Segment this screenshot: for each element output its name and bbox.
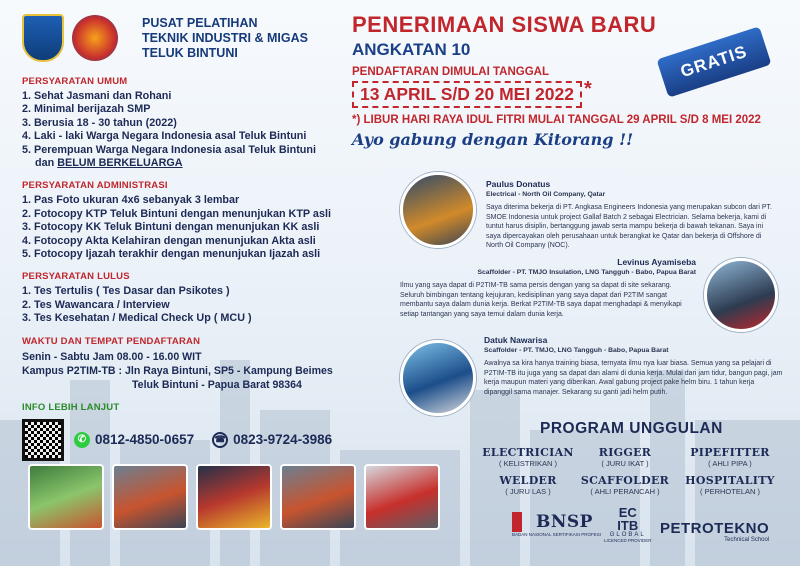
- testimonial-text: Saya diterima bekerja di PT. Angkasa Engineers Indonesia yang merupakan subcon dari PT. SMOE Indonesia untuk project Gallaf Batch 2 sebagai Electrician. Selama bekerja, kami di tuntut harus disiplin, bertanggung jawab serta mampu bekerja di bawah tekanan. Saya ini saya dipercayakan oleh perusahaan untuk berangkat ke Qatar dan bekerja di Offshore di North Oil Company (NOC).: [486, 204, 773, 249]
- registration-label: PENDAFTARAN DIMULAI TANGGAL: [352, 66, 549, 78]
- section-waktu: [22, 336, 362, 392]
- ecitb-logo: [604, 506, 652, 543]
- slogan: Ayo gabung dengan Kitorang !!: [352, 130, 634, 149]
- testimonial-role: Scaffolder - PT. TMJO Insulation, LNG Tangguh - Babo, Papua Barat: [477, 268, 696, 276]
- list-item: 2. Minimal berijazah SMP: [22, 103, 151, 116]
- program-sub: ( JURU LAS ): [505, 487, 551, 496]
- testimonial-name: Datuk Nawarisa: [484, 335, 548, 345]
- phone-contact[interactable]: [212, 432, 332, 448]
- list-item: 4. Fotocopy Akta Kelahiran dengan menunjukan Akta asli: [22, 234, 316, 247]
- section-lulus: [22, 271, 362, 325]
- petrotekno-text: PETROTEKNO: [660, 520, 770, 537]
- section-info: [22, 402, 362, 461]
- list-item: 3. Berusia 18 - 30 tahun (2022): [22, 116, 177, 129]
- batch-title: ANGKATAN 10: [352, 40, 471, 59]
- right-column: [352, 12, 792, 149]
- list-item: 4. Laki - laki Warga Negara Indonesia asal Teluk Bintuni: [22, 130, 307, 143]
- testimonial-name: Paulus Donatus: [486, 179, 551, 189]
- testimonial-role: Scaffolder - PT. TMJO, LNG Tangguh - Babo, Papua Barat: [484, 346, 669, 354]
- list-item-underlined: BELUM BERKELUARGA: [57, 157, 183, 170]
- worker-photo: [28, 464, 104, 530]
- org-line-2: TEKNIK INDUSTRI & MIGAS: [142, 30, 308, 45]
- address-line-1: Kampus P2TIM-TB : Jln Raya Bintuni, SP5 - Kampung Beimes: [22, 364, 333, 377]
- worker-photo: [196, 464, 272, 530]
- left-column: [22, 14, 362, 461]
- registration-dates: 13 APRIL S/D 20 MEI 2022: [352, 81, 582, 108]
- list-item: 2. Fotocopy KTP Teluk Bintuni dengan menunjukan KTP asli: [22, 207, 331, 220]
- program-item: [478, 474, 578, 496]
- list-item: [22, 157, 362, 170]
- phone-icon: ☎: [212, 432, 228, 448]
- free-badge: GRATIS: [656, 26, 771, 97]
- list-item: 5. Perempuan Warga Negara Indonesia asal Teluk Bintuni: [22, 143, 316, 156]
- testimonial-photo: [400, 172, 476, 248]
- bnsp-sub: BADAN NASIONAL SERTIFIKASI PROFESI: [512, 532, 602, 537]
- ec-text: EC: [618, 505, 637, 520]
- program-title: PROGRAM UNGGULAN: [540, 420, 723, 437]
- program-item: [680, 474, 780, 496]
- testimonial-text: Ilmu yang saya dapat di P2TIM-TB sama persis dengan yang sa dapat di site sekarang. Seluruh bimbingan tentang kejujuran, kedisiplinan yang saya dapat dari P2TIM sangat membantu saya dalam dunia kerja. Berkat P2TIM-TB saya dapat menghadapi & menyikapi setiap tantangan yang saya temui dalam dunia kerja.: [400, 282, 682, 318]
- testimonial-photo: [400, 340, 476, 416]
- worker-photo: [280, 464, 356, 530]
- testimonial-name: Levinus Ayamiseba: [617, 257, 696, 267]
- program-item: [570, 474, 680, 496]
- logo-row: [22, 14, 362, 62]
- address-line-2: Teluk Bintuni - Papua Barat 98364: [132, 378, 302, 391]
- program-name: HOSPITALITY: [685, 474, 775, 487]
- program-sub: ( KELISTRIKAN ): [499, 459, 557, 468]
- regency-logo-icon: [22, 14, 64, 62]
- list-item: 5. Fotocopy Ijazah terakhir dengan menunjukan Ijazah asli: [22, 248, 321, 261]
- whatsapp-icon: ✆: [74, 432, 90, 448]
- section-umum: [22, 76, 362, 170]
- qr-code-icon[interactable]: [22, 419, 64, 461]
- asterisk: *: [584, 78, 592, 100]
- program-name: SCAFFOLDER: [580, 474, 670, 487]
- phone-number: 0823-9724-3986: [233, 432, 333, 448]
- section-info-title: INFO LEBIH LANJUT: [22, 401, 120, 413]
- testimonial-text: Awalnya sa kira hanya training biasa, ternyata ilmu nya luar biasa. Semua yang sa pelajari di P2TIM-TB itu juga yang sa dapat dan alami di dunia kerja. Mulai dari jam tidur, bangun pagi, jam kerja maupun materi yang diberikan. Awal gabung project pake helm biru. 1 tahun kerja dipanggil sama manajer. Sekarang su ganti jadi helm putih.: [484, 360, 783, 396]
- program-name: RIGGER: [598, 446, 652, 459]
- whatsapp-contact[interactable]: [74, 432, 194, 448]
- testimonial-2: [400, 258, 696, 319]
- holiday-note: *) LIBUR HARI RAYA IDUL FITRI MULAI TANGGAL 29 APRIL S/D 8 MEI 2022: [352, 114, 761, 126]
- program-sub: ( AHLI PERANCAH ): [590, 487, 660, 496]
- section-lulus-title: PERSYARATAN LULUS: [22, 271, 130, 283]
- program-item: [680, 446, 780, 468]
- program-sub: ( AHLI PIPA ): [708, 459, 752, 468]
- list-item: 2. Tes Wawancara / Interview: [22, 298, 170, 311]
- section-admin: [22, 180, 362, 261]
- testimonial-photo: [704, 258, 778, 332]
- p2tim-logo-icon: [72, 15, 118, 61]
- program-sub: ( JURU IKAT ): [601, 459, 649, 468]
- whatsapp-number: 0812-4850-0657: [95, 432, 195, 448]
- list-item: 1. Pas Foto ukuran 4x6 sebanyak 3 lembar: [22, 194, 240, 207]
- program-item: [580, 446, 670, 468]
- date-row: [352, 78, 792, 108]
- global-text: GLOBAL: [609, 532, 646, 538]
- list-item: 1. Sehat Jasmani dan Rohani: [22, 90, 172, 102]
- testimonial-1: [486, 180, 776, 251]
- list-item: 3. Fotocopy KK Teluk Bintuni dengan menunjukan KK asli: [22, 221, 320, 234]
- section-waktu-title: WAKTU DAN TEMPAT PENDAFTARAN: [22, 335, 201, 347]
- worker-photo: [112, 464, 188, 530]
- org-line-1: PUSAT PELATIHAN: [142, 15, 258, 30]
- list-item: 3. Tes Kesehatan / Medical Check Up ( MCU ): [22, 312, 252, 325]
- section-umum-title: PERSYARATAN UMUM: [22, 76, 128, 87]
- licenced-text: LICENCED PROVIDER: [604, 538, 652, 543]
- org-name: [142, 16, 308, 61]
- contact-row: [22, 419, 362, 461]
- section-admin-title: PERSYARATAN ADMINISTRASI: [22, 180, 168, 192]
- program-name: WELDER: [499, 474, 557, 487]
- petrotekno-logo: [660, 520, 769, 543]
- list-item: 1. Tes Tertulis ( Tes Dasar dan Psikotes ): [22, 285, 230, 298]
- org-line-3: TELUK BINTUNI: [142, 45, 238, 60]
- program-name: PIPEFITTER: [690, 446, 770, 459]
- bnsp-text: BNSP: [512, 512, 601, 532]
- testimonial-3: [484, 336, 784, 397]
- worker-photo: [364, 464, 440, 530]
- petrotekno-sub: Technical School: [724, 537, 770, 543]
- testimonial-role: Electrical - North Oil Company, Qatar: [486, 190, 606, 198]
- program-name: ELECTRICIAN: [482, 446, 574, 459]
- program-sub: ( PERHOTELAN ): [699, 487, 760, 496]
- itb-text: ITB: [617, 518, 639, 533]
- list-item-cont: dan: [35, 157, 58, 170]
- schedule-text: Senin - Sabtu Jam 08.00 - 16.00 WIT: [22, 350, 202, 363]
- bnsp-logo: [512, 512, 601, 537]
- main-title: PENERIMAAN SISWA BARU: [352, 12, 657, 37]
- program-item: [478, 446, 578, 468]
- photo-strip: [28, 464, 440, 530]
